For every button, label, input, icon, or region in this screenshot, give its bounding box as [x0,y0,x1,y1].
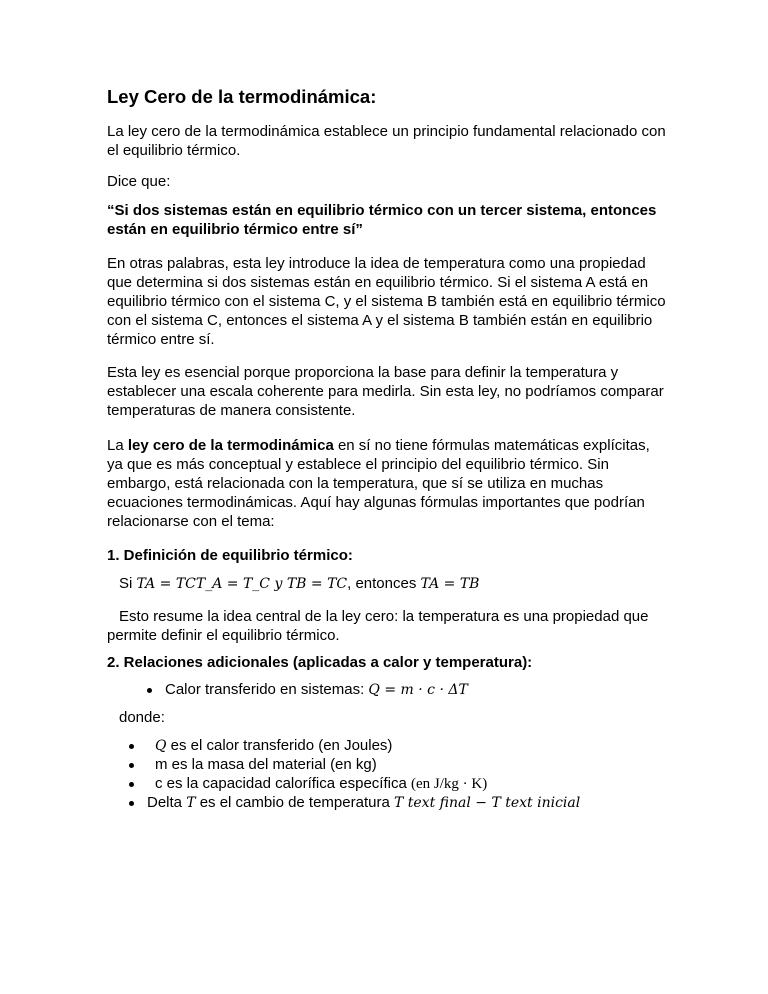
intro-paragraph: La ley cero de la termodinámica establece un principio fundamental relacionado con el equilibrio térmico. [107,123,666,159]
math: Q [155,738,167,754]
math: TA = TCT_A = T_C y TB = TC [136,576,348,592]
math: TA = TB [420,576,480,592]
text: Si [119,575,137,592]
text: , entonces [347,575,421,592]
text: Calor transferido en sistemas: [165,681,369,698]
text: es el cambio de temperatura [195,794,394,811]
formulas-intro-paragraph [107,436,667,531]
bullet-icon [147,688,152,693]
bold-text: ley cero de la termodinámica [127,437,334,454]
text: La [107,437,128,454]
page-title: Ley Cero de la termodinámica: [107,86,377,107]
explanation-paragraph: En otras palabras, esta ley introduce la idea de temperatura como una propiedad que determina si dos sistemas están en equilibrio térmico. Si el sistema A está en equilibrio térmico con el sistema C, y el sistema B también está en equilibrio térmico con el sistema C, entonces el sistema A y el sistema B también están en equilibrio térmico entre sí. [107,255,666,348]
text: Delta [147,794,187,811]
section-heading-2: 2. Relaciones adicionales (aplicadas a calor y temperatura): [107,654,533,671]
dice-que-text: Dice que: [107,173,171,190]
math: T text final − T text inicial [393,795,581,811]
bullet-icon [129,801,134,806]
text: es el calor transferido (en Joules) [166,737,393,754]
equilibrium-equation [119,574,679,594]
bullet-icon [129,744,134,749]
definition-item: m es la masa del material (en kg) [155,756,377,773]
importance-paragraph: Esta ley es esencial porque proporciona la base para definir la temperatura y establecer una escala coherente para medirla. Sin esta ley, no podríamos comparar temperaturas de manera consistente. [107,364,664,419]
bullet-icon [129,763,134,768]
definition-item [155,774,487,794]
donde-text: donde: [119,709,165,726]
definition-item [155,736,392,756]
definition-item [147,793,580,813]
math: (en J/kg · K) [410,776,488,792]
math: T [186,795,196,811]
text: c es la capacidad calorífica específica [155,775,411,792]
bullet-icon [129,782,134,787]
heat-formula-item [165,680,468,700]
section-heading-1: 1. Definición de equilibrio térmico: [107,547,353,564]
law-quote: “Si dos sistemas están en equilibrio térmico con un tercer sistema, entonces están en equilibrio térmico entre sí” [107,202,657,238]
summary-paragraph: Esto resume la idea central de la ley cero: la temperatura es una propiedad que permite definir el equilibrio térmico. [107,608,649,644]
math: Q = m · c · ΔT [368,682,468,698]
text: en sí no tiene fórmulas matemáticas explícitas, ya que es más conceptual y establece el principio del equilibrio térmico. Sin embargo, está relacionada con la temperatura, que sí se utiliza en muchas ecuaciones termodinámicas. Aquí hay algunas fórmulas importantes que podrían relacionarse con el tema: [107,437,650,530]
